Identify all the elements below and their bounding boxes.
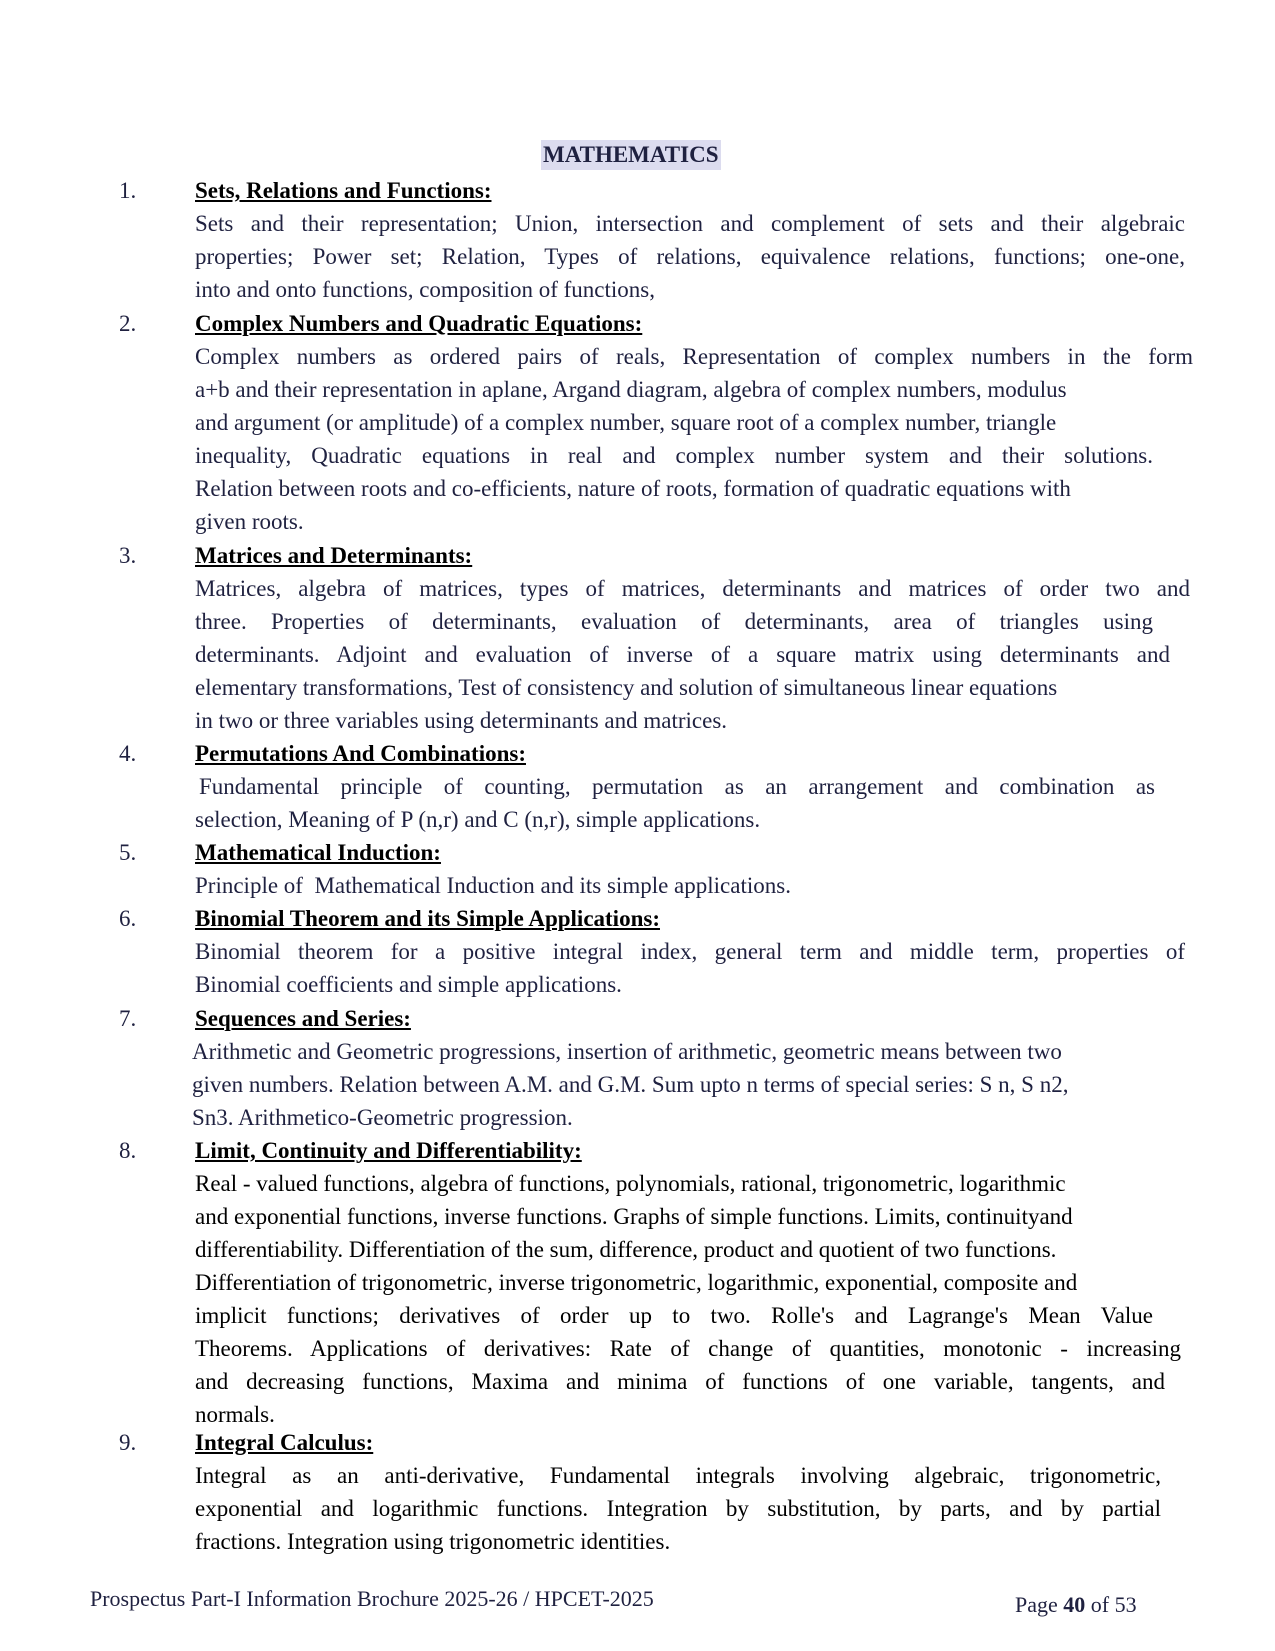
section-number: 2. (119, 311, 137, 336)
body-line: and decreasing functions, Maxima and minima of functions of one variable, tangents, and (195, 1369, 1165, 1394)
section-heading: Integral Calculus: (195, 1430, 374, 1455)
section-body (195, 770, 1155, 836)
section-heading: Limit, Continuity and Differentiability: (195, 1138, 582, 1163)
section-number: 6. (119, 906, 137, 931)
section-number: 9. (119, 1430, 137, 1455)
body-line: into and onto functions, composition of functions, (195, 277, 655, 302)
page-current: 40 (1063, 1592, 1086, 1617)
section-number: 1. (119, 178, 137, 203)
section-number: 5. (119, 840, 137, 865)
body-line: implicit functions; derivatives of order up to two. Rolle's and Lagrange's Mean Value (195, 1303, 1153, 1328)
section-body (195, 1459, 1161, 1558)
body-line: Complex numbers as ordered pairs of reals, Representation of complex numbers in the form (195, 344, 1193, 369)
body-line: Real - valued functions, algebra of functions, polynomials, rational, trigonometric, logarithmic (195, 1171, 1066, 1196)
body-line: exponential and logarithmic functions. Integration by substitution, by parts, and by partial (195, 1496, 1161, 1521)
body-line: Principle of Mathematical Induction and its simple applications. (195, 873, 791, 898)
body-line: Binomial coefficients and simple applications. (195, 972, 622, 997)
page-total: of 53 (1090, 1592, 1137, 1617)
body-line: properties; Power set; Relation, Types of relations, equivalence relations, functions; one-one, (195, 244, 1185, 269)
section-body (195, 935, 1185, 1001)
body-line: three. Properties of determinants, evaluation of determinants, area of triangles using (195, 609, 1153, 634)
section-body (192, 1035, 1182, 1134)
body-line: in two or three variables using determinants and matrices. (195, 708, 728, 733)
section-body (195, 340, 1193, 538)
body-line: selection, Meaning of P (n,r) and C (n,r), simple applications. (195, 807, 761, 832)
section-heading: Sequences and Series: (195, 1006, 411, 1031)
section-heading: Sets, Relations and Functions: (195, 178, 492, 203)
body-line: Theorems. Applications of derivatives: Rate of change of quantities, monotonic - increasing (195, 1336, 1181, 1361)
body-line: inequality, Quadratic equations in real and complex number system and their solutions. (195, 443, 1153, 468)
body-line: Matrices, algebra of matrices, types of matrices, determinants and matrices of order two and (195, 576, 1190, 601)
footer-page-number (1015, 1591, 1137, 1619)
body-line: Binomial theorem for a positive integral index, general term and middle term, properties of (195, 939, 1185, 964)
section-number: 8. (119, 1138, 137, 1163)
body-line: given roots. (195, 509, 304, 534)
section-body (195, 572, 1190, 737)
section-body (195, 1167, 1185, 1431)
body-line: Sets and their representation; Union, intersection and complement of sets and their algebraic (195, 211, 1185, 236)
body-line: Fundamental principle of counting, permutation as an arrangement and combination as (199, 774, 1155, 799)
body-line: elementary transformations, Test of consistency and solution of simultaneous linear equations (195, 675, 1058, 700)
body-line: differentiability. Differentiation of the sum, difference, product and quotient of two functions. (195, 1237, 1057, 1262)
footer-brochure-title: Prospectus Part-I Information Brochure 2025-26 / HPCET-2025 (90, 1586, 654, 1611)
body-line: Differentiation of trigonometric, inverse trigonometric, logarithmic, exponential, composite and (195, 1270, 1078, 1295)
body-line: Relation between roots and co-efficients, nature of roots, formation of quadratic equations with (195, 476, 1071, 501)
body-line: determinants. Adjoint and evaluation of inverse of a square matrix using determinants and (195, 642, 1170, 667)
body-line: and argument (or amplitude) of a complex number, square root of a complex number, triangle (195, 410, 1057, 435)
section-heading: Mathematical Induction: (195, 840, 441, 865)
section-heading: Complex Numbers and Quadratic Equations: (195, 311, 643, 336)
section-heading: Permutations And Combinations: (195, 741, 526, 766)
page-prefix: Page (1015, 1592, 1058, 1617)
body-line: Arithmetic and Geometric progressions, insertion of arithmetic, geometric means between two (192, 1039, 1062, 1064)
body-line: fractions. Integration using trigonometric identities. (195, 1529, 671, 1554)
section-body (195, 869, 1155, 902)
section-number: 7. (119, 1006, 137, 1031)
body-line: Sn3. Arithmetico-Geometric progression. (192, 1105, 573, 1130)
section-number: 3. (119, 543, 137, 568)
body-line: a+b and their representation in aplane, Argand diagram, algebra of complex numbers, modulus (195, 377, 1067, 402)
body-line: given numbers. Relation between A.M. and G.M. Sum upto n terms of special series: S n, S n2, (192, 1072, 1069, 1097)
body-line: Integral as an anti-derivative, Fundamental integrals involving algebraic, trigonometric, (195, 1463, 1161, 1488)
page-title: MATHEMATICS (541, 140, 721, 170)
section-heading: Binomial Theorem and its Simple Applications: (195, 906, 660, 931)
body-line: and exponential functions, inverse functions. Graphs of simple functions. Limits, continuityand (195, 1204, 1073, 1229)
section-number: 4. (119, 741, 137, 766)
body-line: normals. (195, 1402, 275, 1427)
section-body (195, 207, 1185, 306)
section-heading: Matrices and Determinants: (195, 543, 473, 568)
